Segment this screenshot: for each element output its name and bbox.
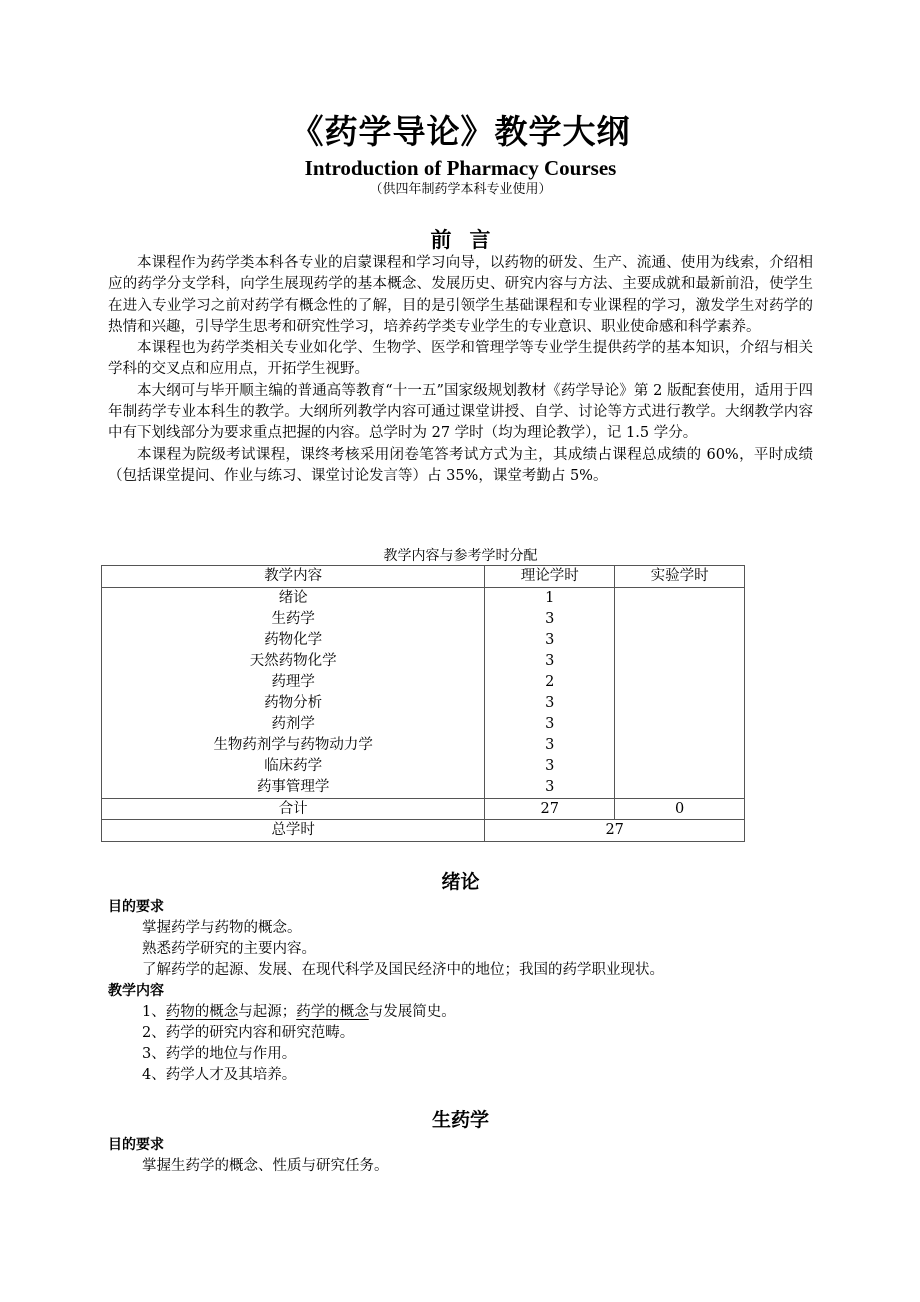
theory-column [485, 587, 615, 798]
table-cell-theory: 3 [545, 715, 555, 732]
preface-heading: 前言 [430, 227, 509, 252]
header-content: 教学内容 [102, 566, 485, 588]
table-cell-content: 绪论 [278, 589, 308, 606]
objective-item: 熟悉药学研究的主要内容。 [142, 941, 316, 957]
objectives-heading: 目的要求 [108, 899, 164, 915]
content-item: 4、药学人才及其培养。 [142, 1067, 297, 1083]
content-item [142, 1002, 456, 1023]
table-cell-content: 天然药物化学 [249, 652, 337, 669]
content-item-text: 与起源； [238, 1004, 297, 1020]
table-total-row [102, 820, 745, 842]
table-cell-content: 生药学 [271, 610, 315, 627]
preface-paragraph: 本大纲可与毕开顺主编的普通高等教育“十一五”国家级规划教材《药学导论》第 2 版配套使用，适用于四年制药学专业本科生的教学。大纲所列教学内容可通过课堂讲授、自学、讨论等方式进行教学。大纲教学内容中有下划线部分为要求重点把握的内容。总学时为 27 学时（均为理论教学），记 1.5 学分。 [108, 382, 813, 442]
preface-paragraph: 本课程也为药学类相关专业如化学、生物学、医学和管理学等专业学生提供药学的基本知识，介绍与相关学科的交叉点和应用点，开拓学生视野。 [108, 340, 813, 378]
section-title-introduction: 绪论 [441, 871, 480, 893]
objective-item: 掌握药学与药物的概念。 [142, 920, 302, 936]
preface-paragraph: 本课程作为药学类本科各专业的启蒙课程和学习向导，以药物的研发、生产、流通、使用为线索，介绍相应的药学分支学科，向学生展现药学的基本概念、发展历史、研究内容与方法、主要成就和最新前沿，使学生在进入专业学习之前对药学有概念性的了解，目的是引领学生基础课程和专业课程的学习，激发学生对药学的热情和兴趣，引导学生思考和研究性学习，培养药学类专业学生的专业意识、职业使命感和科学素养。 [108, 255, 813, 335]
key-point-underlined: 药学的概念 [296, 1004, 369, 1020]
header-theory-hours: 理论学时 [485, 566, 615, 588]
preface-body [108, 253, 813, 487]
total-value: 27 [485, 820, 745, 842]
preface-paragraph: 本课程为院级考试课程，课终考核采用闭卷笔答考试方式为主，其成绩占课程总成绩的 60%，平时成绩（包括课堂提问、作业与练习、课堂讨论发言等）占 35%，课堂考勤占 5%。 [108, 446, 813, 484]
subtotal-lab: 0 [615, 798, 745, 820]
document-subtitle-en: Introduction of Pharmacy Courses [304, 156, 617, 180]
content-item: 2、药学的研究内容和研究范畴。 [142, 1025, 355, 1041]
table-caption: 教学内容与参考学时分配 [383, 548, 538, 564]
document-subtitle-cn: （供四年制药学本科专业使用） [369, 182, 552, 197]
table-cell-theory: 3 [545, 631, 555, 648]
table-cell-content: 药理学 [271, 673, 315, 690]
section-title-pharmacognosy: 生药学 [431, 1109, 489, 1131]
content-heading: 教学内容 [108, 983, 164, 999]
table-cell-content: 药事管理学 [256, 778, 330, 795]
table-cell-theory: 3 [545, 610, 555, 627]
table-cell-content: 药物分析 [264, 694, 323, 711]
subtotal-label: 合计 [102, 798, 485, 820]
table-cell-theory: 3 [545, 778, 555, 795]
objective-item: 掌握生药学的概念、性质与研究任务。 [142, 1158, 389, 1174]
lab-column [615, 587, 745, 798]
table-cell-theory: 3 [545, 757, 555, 774]
table-cell-theory: 3 [545, 736, 555, 753]
table-cell-theory: 2 [545, 673, 555, 690]
hours-allocation-table [101, 565, 745, 842]
table-cell-content: 药物化学 [264, 631, 323, 648]
table-cell-theory: 3 [545, 652, 555, 669]
content-column [102, 587, 485, 798]
table-cell-theory: 1 [545, 589, 555, 606]
objective-item: 了解药学的起源、发展、在现代科学及国民经济中的地位；我国的药学职业现状。 [142, 962, 664, 978]
table-cell-content: 生物药剂学与药物动力学 [213, 736, 373, 753]
key-point-underlined: 药物的概念 [165, 1004, 239, 1020]
header-lab-hours: 实验学时 [615, 566, 745, 588]
table-cell-content: 药剂学 [271, 715, 315, 732]
table-cell-content: 临床药学 [264, 757, 323, 774]
content-item-text: 与发展简史。 [368, 1004, 456, 1020]
table-subtotal-row [102, 798, 745, 820]
table-cell-theory: 3 [545, 694, 555, 711]
total-label: 总学时 [102, 820, 485, 842]
subtotal-theory: 27 [485, 798, 615, 820]
content-item: 3、药学的地位与作用。 [142, 1046, 297, 1062]
document-title: 《药学导论》教学大纲 [290, 112, 631, 151]
content-item-number: 1、 [142, 1004, 166, 1020]
table-header-row [102, 566, 745, 588]
table-body-row [102, 587, 745, 798]
objectives-heading: 目的要求 [108, 1137, 164, 1153]
